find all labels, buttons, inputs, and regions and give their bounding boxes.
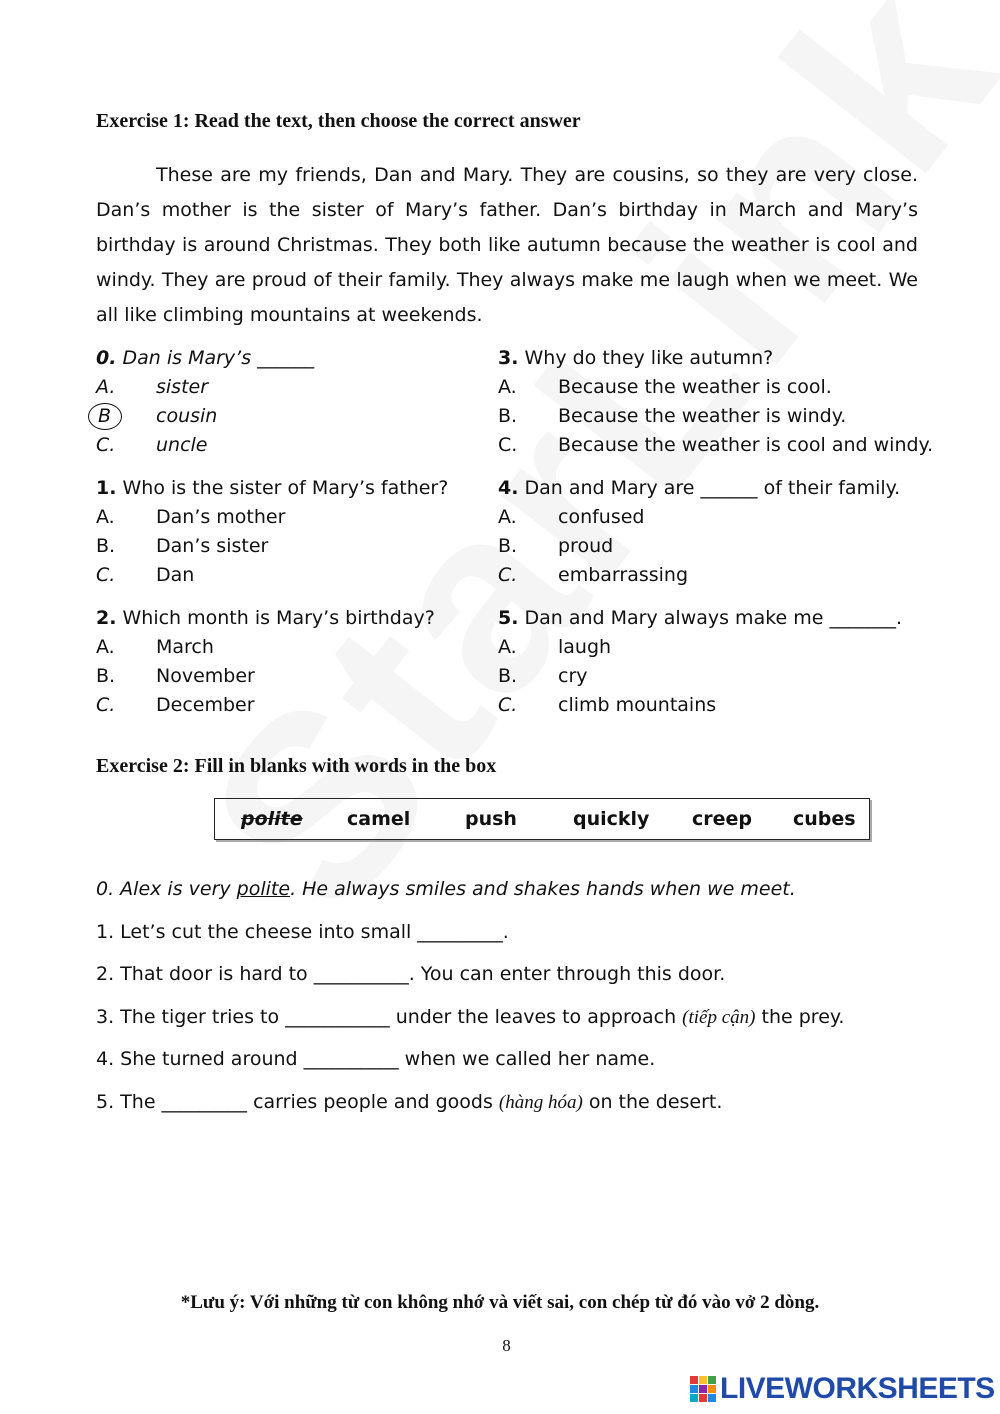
option-b[interactable]: B. Because the weather is windy. (498, 405, 847, 427)
option-c[interactable]: C. Because the weather is cool and windy. (498, 434, 934, 456)
question-text: Who is the sister of Mary’s father? (122, 477, 449, 499)
question-2 (96, 604, 536, 720)
word-polite: polite (241, 808, 303, 830)
vietnamese-gloss: (hàng hóa) (498, 1092, 583, 1113)
option-a[interactable]: A. Because the weather is cool. (498, 376, 832, 398)
word-camel: camel (347, 808, 411, 830)
word-box (214, 798, 870, 840)
option-b[interactable]: B. Dan’s sister (96, 535, 269, 557)
word-push: push (465, 808, 517, 830)
exercise2-title: Exercise 2: Fill in blanks with words in the box (96, 755, 497, 777)
sentence-5[interactable]: 5. The _________ carries people and goods (hàng hóa) on the desert. (96, 1091, 723, 1113)
question-number: 0. (96, 347, 117, 369)
question-text: Dan is Mary’s ______ (122, 347, 315, 369)
example-answer: polite (236, 878, 291, 900)
option-c[interactable]: C. climb mountains (498, 694, 717, 716)
option-c[interactable]: C. December (96, 694, 255, 716)
option-c[interactable]: C. uncle (96, 434, 208, 456)
question-3 (498, 344, 938, 460)
option-a[interactable]: A. March (96, 636, 214, 658)
option-a[interactable]: A. Dan’s mother (96, 506, 286, 528)
page-number: 8 (502, 1336, 511, 1355)
option-a[interactable]: A. laugh (498, 636, 612, 658)
question-number: 5. (498, 607, 519, 629)
question-number: 4. (498, 477, 519, 499)
option-b[interactable]: B. cry (498, 665, 588, 687)
option-b[interactable]: B. proud (498, 535, 614, 557)
exercise1-title: Exercise 1: Read the text, then choose the correct answer (96, 110, 581, 132)
sentence-2[interactable]: 2. That door is hard to __________. You can enter through this door. (96, 963, 726, 985)
sentence-1[interactable]: 1. Let’s cut the cheese into small _________. (96, 921, 509, 943)
option-a[interactable]: A. confused (498, 506, 645, 528)
question-text: Why do they like autumn? (524, 347, 774, 369)
reading-passage: These are my friends, Dan and Mary. They are cousins, so they are very close. Dan’s mother is the sister of Mary’s father. Dan’s birthday in March and Mary’s birthday is around Christmas. They both like autumn because the weather is cool and windy. They are proud of their family. They always make me laugh when we meet. We all like climbing mountains at weekends. (96, 164, 918, 326)
word-creep: creep (692, 808, 753, 830)
brand-logo[interactable] (690, 1372, 995, 1406)
option-c[interactable]: C. embarrassing (498, 564, 689, 586)
question-4 (498, 474, 938, 590)
vietnamese-gloss: (tiếp cận) (682, 1007, 756, 1028)
question-number: 1. (96, 477, 117, 499)
sentence-4[interactable]: 4. She turned around __________ when we called her name. (96, 1048, 656, 1070)
note: *Lưu ý: Với những từ con không nhớ và viết sai, con chép từ đó vào vở 2 dòng. (180, 1292, 820, 1313)
brand-name: LIVEWORKSHEETS (720, 1372, 995, 1405)
question-number: 3. (498, 347, 519, 369)
question-text: Dan and Mary always make me _______. (524, 607, 903, 629)
sentence-3[interactable]: 3. The tiger tries to ___________ under the leaves to approach (tiếp cận) the prey. (96, 1006, 845, 1028)
word-quickly: quickly (573, 808, 650, 830)
question-0 (96, 344, 536, 460)
example-sentence: 0. Alex is very polite. He always smiles and shakes hands when we meet. (96, 878, 796, 900)
option-c[interactable]: C. Dan (96, 564, 195, 586)
question-5 (498, 604, 938, 720)
option-a[interactable]: A. sister (96, 376, 209, 398)
option-b-selected[interactable]: B cousin (96, 402, 536, 431)
word-cubes: cubes (793, 808, 856, 830)
option-b[interactable]: B. November (96, 665, 255, 687)
question-text: Which month is Mary’s birthday? (122, 607, 435, 629)
question-1 (96, 474, 536, 590)
liveworksheets-icon (690, 1376, 716, 1402)
question-number: 2. (96, 607, 117, 629)
question-text: Dan and Mary are ______ of their family. (524, 477, 901, 499)
